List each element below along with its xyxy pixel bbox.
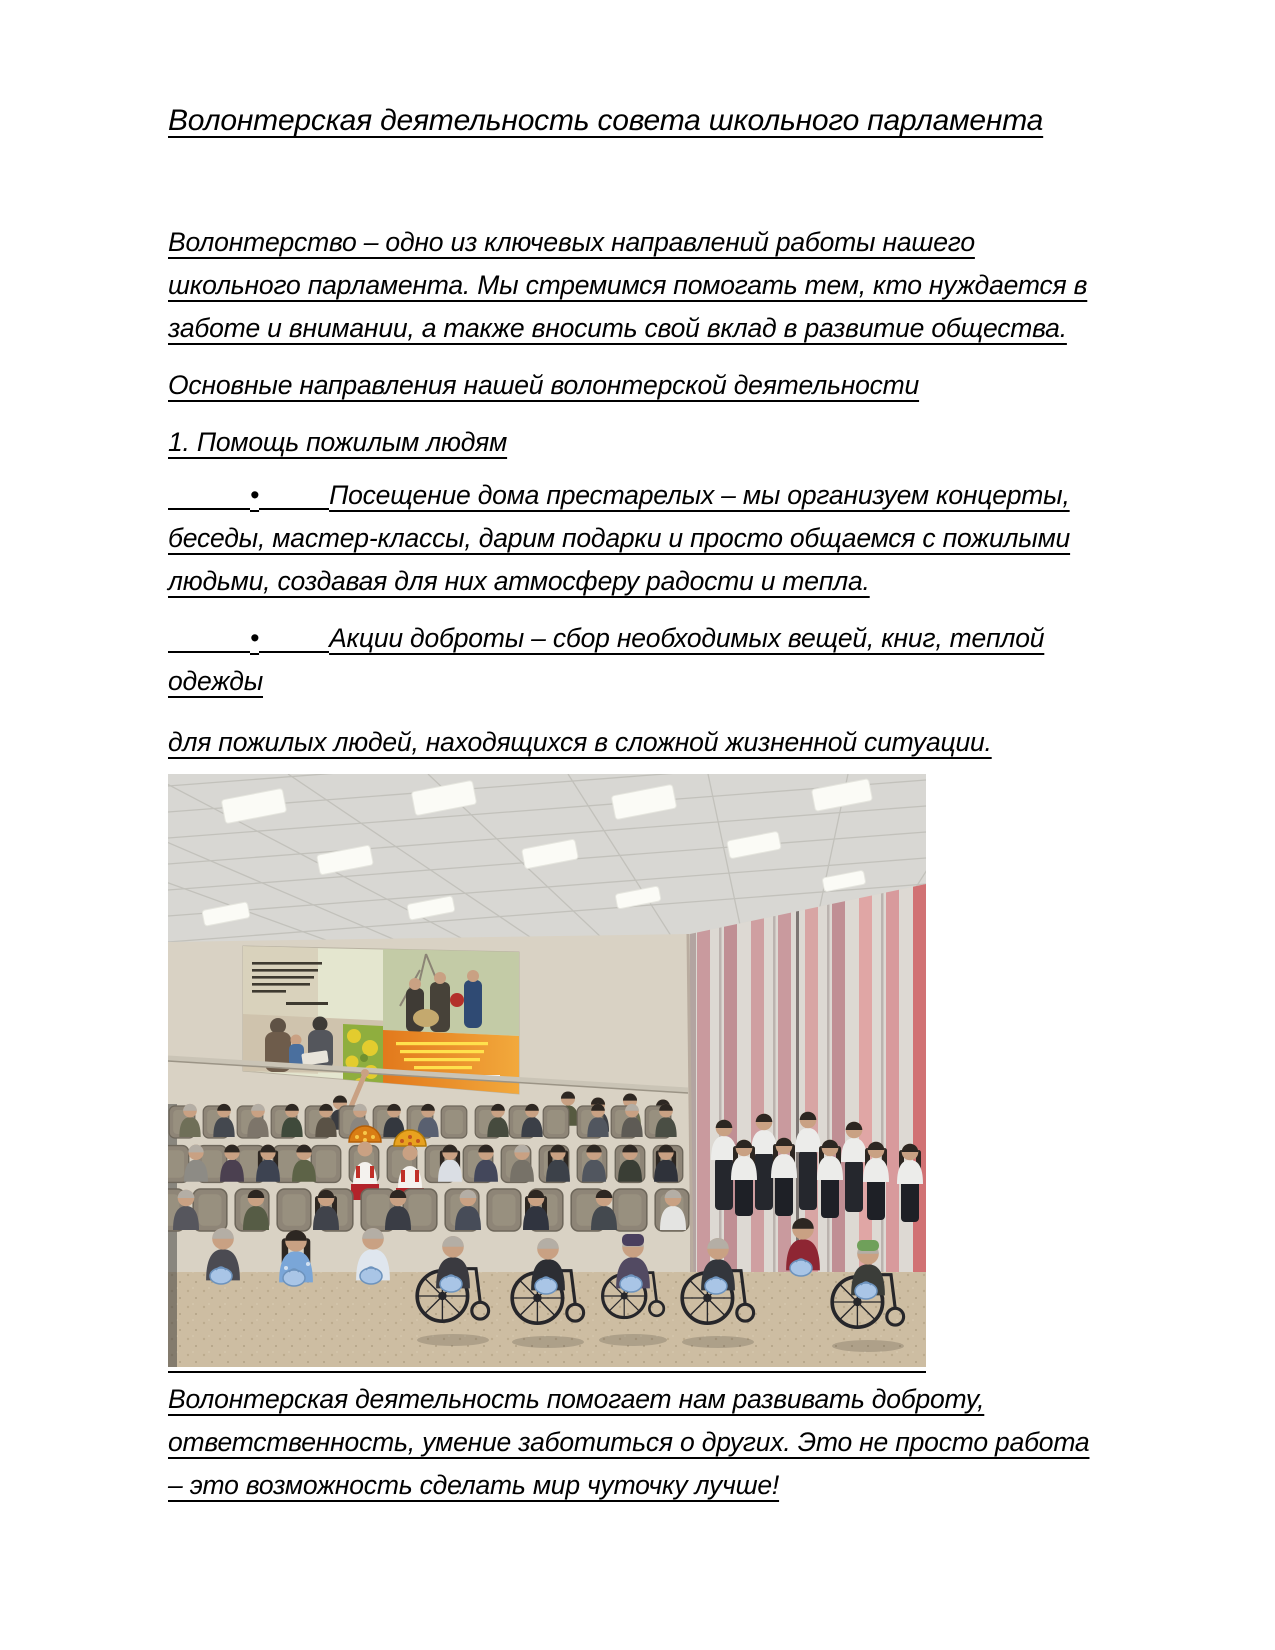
bullet-text: Акции доброты – сбор необходимых вещей, книг, теплой одежды	[168, 623, 1045, 696]
tab-underline	[259, 651, 329, 653]
event-photo	[168, 774, 926, 1373]
bullet-marker: •	[250, 623, 260, 653]
bullet-marker: •	[250, 480, 260, 510]
subsection-heading: 1. Помощь пожилым людям	[168, 427, 508, 457]
tab-underline	[168, 651, 250, 653]
closing-paragraph	[168, 774, 1108, 1507]
bullet-text: Посещение дома престарелых – мы организуем концерты, беседы, мастер-классы, дарим подарки и просто общаемся с пожилыми людьми, создавая для них атмосферу радости и тепла.	[168, 480, 1071, 596]
tab-underline	[168, 508, 250, 510]
closing-text: Волонтерская деятельность помогает нам развивать доброту, ответственность, умение заботиться о других. Это не просто работа – это возможность сделать мир чуточку лучше!	[168, 1384, 1090, 1500]
bullet-item-2	[168, 617, 1108, 703]
page-title	[168, 96, 1135, 145]
page-title-text: Волонтерская деятельность совета школьного парламента	[168, 104, 1044, 137]
bullet-continuation: для пожилых людей, находящихся в сложной жизненной ситуации.	[168, 727, 992, 757]
tab-underline	[259, 508, 329, 510]
bullet-item-1	[168, 474, 1108, 603]
section-heading: Основные направления нашей волонтерской деятельности	[168, 370, 920, 400]
intro-paragraph: Волонтерство – одно из ключевых направлений работы нашего школьного парламента. Мы стремимся помогать тем, кто нуждается в заботе и внимании, а также вносить свой вклад в развитие общества.	[168, 227, 1088, 343]
